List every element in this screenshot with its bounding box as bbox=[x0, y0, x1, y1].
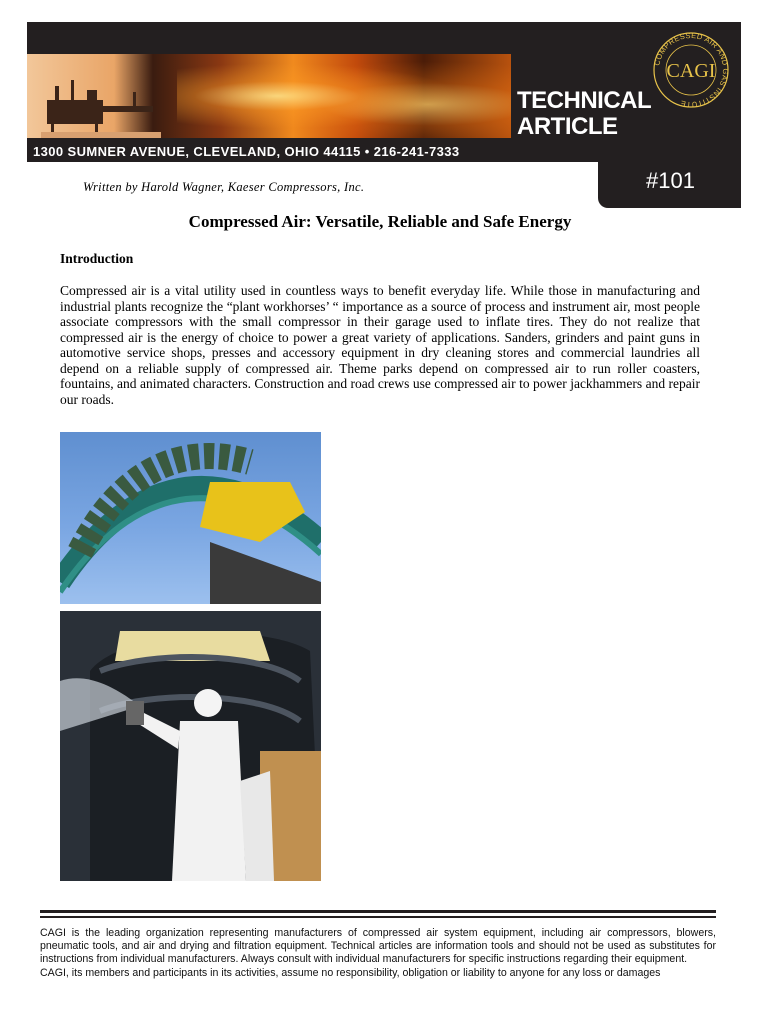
address-bar bbox=[27, 140, 511, 162]
cagi-logo bbox=[651, 30, 731, 110]
footer-paragraph-2: CAGI, its members and participants in its activities, assume no responsibility, obligation or liability to anyone for any loss or damages bbox=[40, 967, 661, 979]
technical-article-title bbox=[517, 88, 651, 140]
cagi-ring-text: COMPRESSED AIR AND GAS INSTITUTE bbox=[652, 30, 731, 110]
oil-platform-silhouette bbox=[41, 76, 161, 138]
roller-coaster-photo bbox=[60, 432, 321, 604]
intro-paragraph: Compressed air is a vital utility used in countless ways to benefit everyday life. While those in manufacturing and industrial plants recognize the “plant workhorses’ “ importance as a source of process and instrument air, most people associate compressors with the small compressor in their garage used to inflate tires. They do not realize that compressed air is the energy of choice to power a great variety of applications. Sanders, grinders and paint guns in automotive service shops, presses and accessory equipment in dry cleaning stores and commercial laundries all depend on a reliable supply of compressed air. Theme parks depend on compressed air to run roller coasters, fountains, and animated characters. Construction and road crews use compressed air to power jackhammers and repair our roads. bbox=[60, 283, 700, 407]
footer-divider-thin bbox=[40, 916, 716, 918]
footer-disclaimer bbox=[40, 927, 716, 980]
welding-sparks-image bbox=[177, 54, 511, 138]
footer-divider-thick bbox=[40, 910, 716, 913]
spray-painting-photo bbox=[60, 611, 321, 881]
banner-photo bbox=[27, 54, 511, 138]
byline: Written by Harold Wagner, Kaeser Compressors, Inc. bbox=[83, 180, 365, 194]
cagi-logo-text: CAGI bbox=[666, 60, 716, 82]
issue-number: #101 bbox=[646, 168, 695, 193]
section-heading-introduction: Introduction bbox=[60, 251, 134, 266]
article-title: Compressed Air: Versatile, Reliable and Safe Energy bbox=[188, 212, 572, 231]
technical-article-line2: ARTICLE bbox=[517, 113, 618, 140]
header-banner bbox=[27, 22, 741, 162]
issue-tab bbox=[598, 160, 741, 208]
technical-article-line1: TECHNICAL bbox=[517, 87, 652, 114]
footer-paragraph-1: CAGI is the leading organization representing manufacturers of compressed air system equipment, including air compressors, blowers, pneumatic tools, and air and drying and filtration equipment. Technical articles are information tools and should not be used as substitutes for instructions from individual manufacturers. Always consult with individual manufacturers for specific instructions regarding their equipment. bbox=[40, 927, 716, 965]
institute-address: 1300 SUMNER AVENUE, CLEVELAND, OHIO 44115 • 216-241-7333 bbox=[33, 143, 460, 159]
